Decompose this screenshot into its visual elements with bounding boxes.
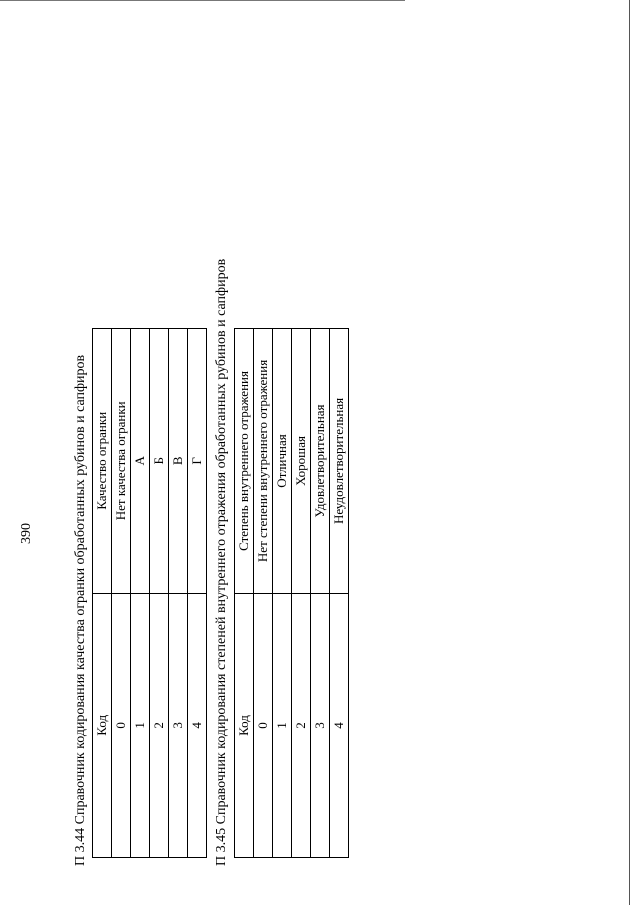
table-cell: 1 [273,593,292,857]
page-number-text: 390 [19,523,34,544]
table-cell: 3 [169,593,188,857]
table-cell: 2 [150,593,169,857]
table-row [254,329,273,858]
table-header-cell: Код [93,593,112,857]
table-cell: 0 [254,593,273,857]
table-row [188,329,207,858]
table-45 [234,328,349,858]
table-cell: Неудовлетворительная [330,329,349,594]
table-row [112,329,131,858]
table-row [235,329,254,858]
table-cell: А [131,329,150,594]
table-row [330,329,349,858]
table-cell: Нет качества огранки [112,329,131,594]
table-cell: Г [188,329,207,594]
table-cell: Б [150,329,169,594]
table-cell: 2 [292,593,311,857]
rotated-content [19,104,360,866]
table-cell: 4 [188,593,207,857]
table-cell: 1 [131,593,150,857]
table-cell: 3 [311,593,330,857]
rotated-content-area [19,104,360,866]
table-header-cell: Степень внутреннего отражения [235,329,254,594]
table-header-cell: Качество огранки [93,329,112,594]
table-row [311,329,330,858]
scan-edge-top [0,0,405,1]
table-cell: Хорошая [292,329,311,594]
table-cell: Удовлетворительная [311,329,330,594]
table-cell: В [169,329,188,594]
table-row [169,329,188,858]
table-44 [92,328,207,858]
table-row [131,329,150,858]
table-row [292,329,311,858]
scan-edge-right [629,0,630,905]
table-cell: Отличная [273,329,292,594]
table-row [150,329,169,858]
table-row [273,329,292,858]
table-cell: Нет степени внутреннего отражения [254,329,273,594]
table-row [93,329,112,858]
table-cell: 4 [330,593,349,857]
table-cell: 0 [112,593,131,857]
table-45-caption: П 3.45 Справочник кодирования степеней внутреннего отражения обработанных рубинов и сапфиров [214,258,229,866]
table-header-cell: Код [235,593,254,857]
table-44-caption: П 3.44 Справочник кодирования качества огранки обработанных рубинов и сапфиров [73,354,88,866]
